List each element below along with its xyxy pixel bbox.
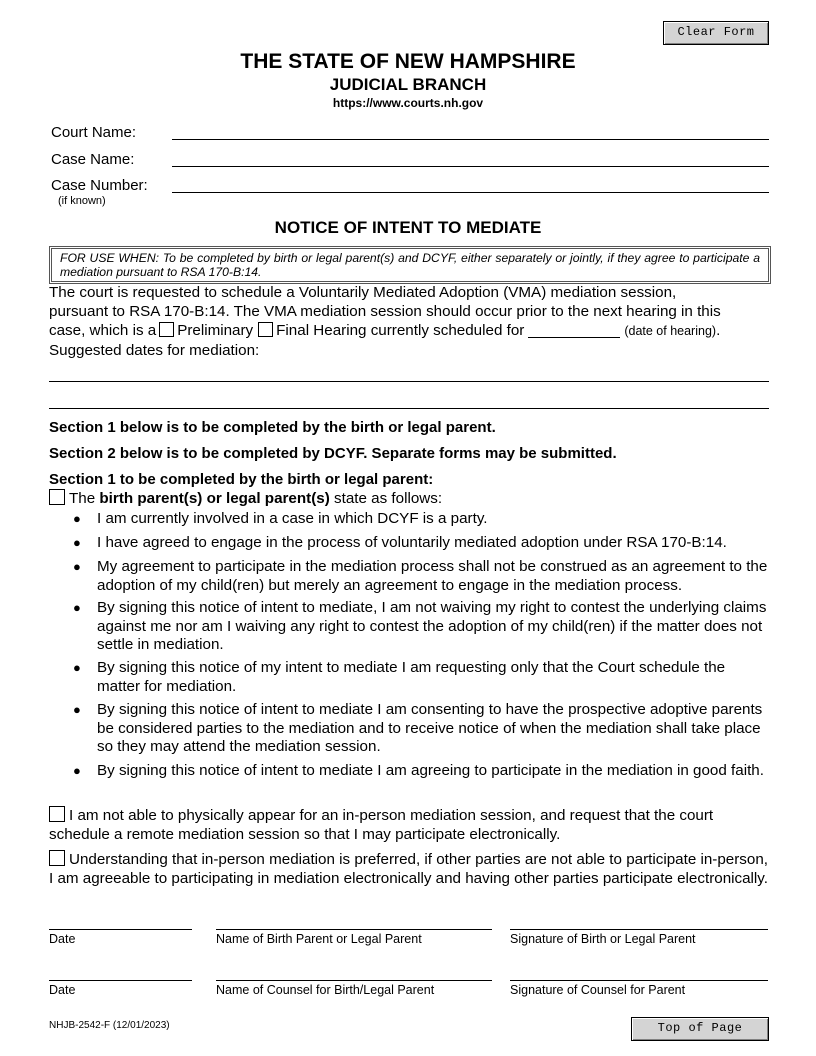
- bullet-item: By signing this notice of my intent to mediate I am requesting only that the Court schedule the matter for mediation.: [97, 659, 726, 695]
- top-of-page-button[interactable]: Top of Page: [631, 1017, 769, 1041]
- bullet-item: By signing this notice of intent to mediate I am consenting to have the prospective adoptive parents be considered parties to the mediation and to receive notice of when the mediation shall take place so they may attend the mediation session.: [97, 701, 763, 755]
- request-case-text: case, which is a: [49, 322, 157, 339]
- bullet-item: By signing this notice of intent to mediate I am agreeing to participate in the mediation in good faith.: [97, 762, 764, 779]
- final-hearing-label: Final Hearing currently scheduled for: [276, 322, 525, 339]
- parent-name-line[interactable]: [216, 929, 492, 930]
- case-number-label: Case Number:: [51, 177, 148, 194]
- date-label-2: Date: [49, 983, 76, 997]
- court-name-label: Court Name:: [51, 124, 137, 141]
- preliminary-checkbox[interactable]: [159, 322, 174, 337]
- request-period: .: [716, 322, 721, 339]
- bullet-item: By signing this notice of intent to mediate, I am not waiving my right to contest the underlying claims against me nor am I waiving any right to contest the adoption of my child(ren) if the matter does not settle in mediation.: [97, 599, 767, 653]
- bullet-item: I have agreed to engage in the process of voluntarily mediated adoption under RSA 170-B:14.: [97, 534, 727, 551]
- electronic-option: [49, 850, 769, 888]
- counsel-signature-line[interactable]: [510, 980, 768, 981]
- parents-the: The: [69, 490, 96, 507]
- section1-note: Section 1 below is to be completed by the birth or legal parent.: [49, 419, 496, 436]
- preliminary-label: Preliminary: [177, 322, 254, 339]
- case-name-field[interactable]: [172, 166, 769, 167]
- request-line-1: The court is requested to schedule a Voluntarily Mediated Adoption (VMA) mediation session,: [49, 284, 677, 301]
- bullet-icon: ●: [73, 702, 81, 717]
- form-title: NOTICE OF INTENT TO MEDIATE: [274, 218, 542, 237]
- request-line-3: [49, 321, 769, 341]
- electronic-option-text: Understanding that in-person mediation is preferred, if other parties are not able to participate in-person, I am agreeable to participating in mediation electronically and having other parties participate electronically.: [49, 851, 769, 887]
- parents-statement: [49, 489, 442, 507]
- bullet-icon: ●: [73, 763, 81, 778]
- parent-signature-label: Signature of Birth or Legal Parent: [510, 932, 696, 946]
- bullet-item: My agreement to participate in the mediation process shall not be construed as an agreement to the adoption of my child(ren) but merely an agreement to engage in the mediation process.: [97, 558, 768, 594]
- parents-statement-checkbox[interactable]: [49, 489, 65, 505]
- case-name-label: Case Name:: [51, 151, 135, 168]
- remote-option-text: I am not able to physically appear for an in-person mediation session, and request that the court schedule a remote mediation session so that I may participate electronically.: [49, 807, 714, 843]
- case-number-field[interactable]: [172, 192, 769, 193]
- use-when-box: FOR USE WHEN: To be completed by birth or legal parent(s) and DCYF, either separately or jointly, if they agree to participate a mediation pursuant to RSA 170-B:14.: [49, 246, 771, 284]
- clear-form-button[interactable]: Clear Form: [663, 21, 769, 45]
- branch-title: JUDICIAL BRANCH: [329, 75, 487, 94]
- remote-checkbox[interactable]: [49, 806, 65, 822]
- remote-option: [49, 806, 769, 844]
- request-line-2: pursuant to RSA 170-B:14. The VMA mediation session should occur prior to the next hearing in this: [49, 303, 721, 320]
- parents-bold-text: birth parent(s) or legal parent(s): [99, 490, 330, 507]
- section2-note: Section 2 below is to be completed by DCYF. Separate forms may be submitted.: [49, 445, 617, 462]
- parents-rest-text: state as follows:: [334, 490, 443, 507]
- date-line-2[interactable]: [49, 980, 192, 981]
- form-id-footer: NHJB-2542-F (12/01/2023): [49, 1020, 170, 1031]
- request-paragraph: [49, 283, 769, 360]
- suggested-date-line-2[interactable]: [49, 408, 769, 409]
- counsel-signature-label: Signature of Counsel for Parent: [510, 983, 686, 997]
- state-title: THE STATE OF NEW HAMPSHIRE: [240, 50, 576, 73]
- electronic-checkbox[interactable]: [49, 850, 65, 866]
- bullet-item: I am currently involved in a case in which DCYF is a party.: [97, 510, 488, 527]
- date-label-1: Date: [49, 932, 76, 946]
- bullet-icon: ●: [73, 535, 81, 550]
- suggested-dates-label: Suggested dates for mediation:: [49, 342, 260, 359]
- hearing-date-field[interactable]: [528, 323, 620, 338]
- bullet-icon: ●: [73, 600, 81, 615]
- counsel-name-line[interactable]: [216, 980, 492, 981]
- court-name-field[interactable]: [172, 139, 769, 140]
- date-line-1[interactable]: [49, 929, 192, 930]
- parent-name-label: Name of Birth Parent or Legal Parent: [216, 932, 422, 946]
- bullet-icon: ●: [73, 511, 81, 526]
- final-hearing-checkbox[interactable]: [258, 322, 273, 337]
- counsel-name-label: Name of Counsel for Birth/Legal Parent: [216, 983, 435, 997]
- bullet-icon: ●: [73, 559, 81, 574]
- date-of-hearing-label: (date of hearing): [624, 324, 717, 338]
- court-url: https://www.courts.nh.gov: [332, 96, 484, 110]
- section1-heading: Section 1 to be completed by the birth or legal parent:: [49, 471, 434, 488]
- bullet-icon: ●: [73, 660, 81, 675]
- parent-signature-line[interactable]: [510, 929, 768, 930]
- suggested-date-line-1[interactable]: [49, 381, 769, 382]
- if-known-note: (if known): [58, 195, 106, 207]
